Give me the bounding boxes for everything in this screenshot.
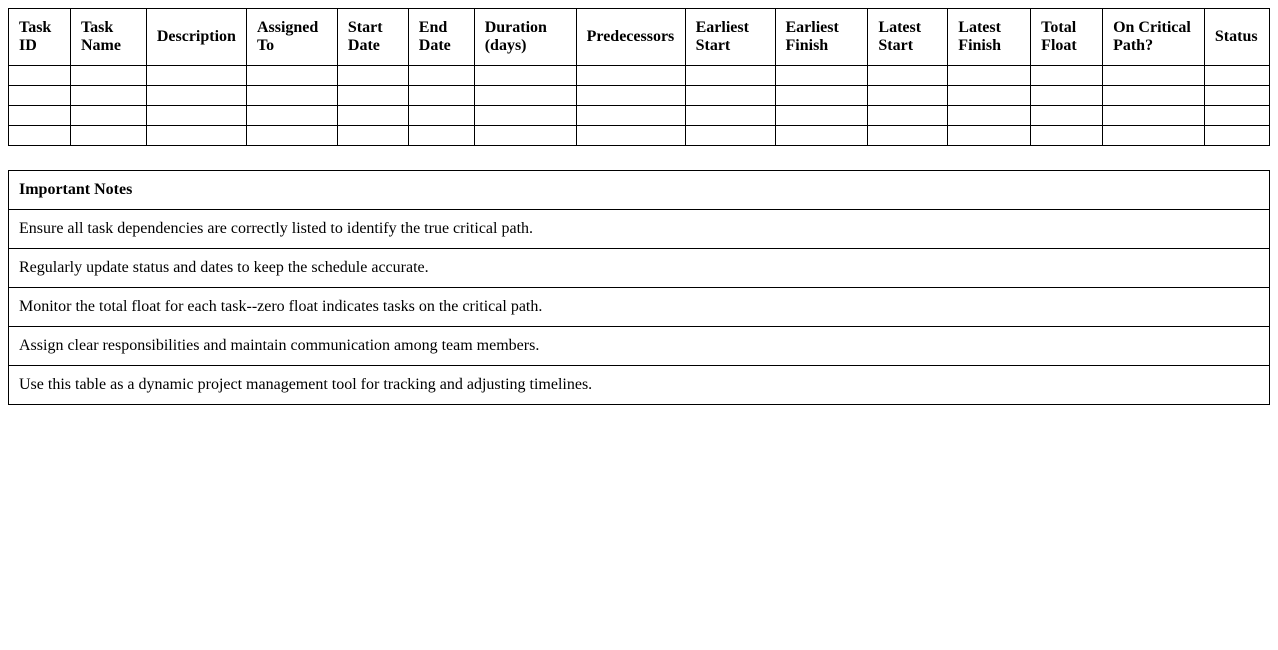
header-status: Status — [1204, 9, 1269, 66]
table-row — [9, 86, 1270, 106]
table-cell — [1204, 66, 1269, 86]
header-earliest-start: Earliest Start — [685, 9, 775, 66]
table-cell — [474, 86, 576, 106]
header-task-name: Task Name — [70, 9, 146, 66]
table-cell — [868, 86, 948, 106]
table-cell — [337, 106, 408, 126]
table-cell — [775, 106, 868, 126]
table-cell — [1204, 126, 1269, 146]
table-cell — [337, 126, 408, 146]
header-earliest-finish: Earliest Finish — [775, 9, 868, 66]
notes-title-row — [9, 171, 1270, 210]
header-description: Description — [146, 9, 246, 66]
table-cell — [146, 106, 246, 126]
table-cell — [9, 126, 71, 146]
table-cell — [1031, 86, 1103, 106]
table-cell — [1103, 126, 1205, 146]
table-cell — [246, 106, 337, 126]
table-cell — [474, 106, 576, 126]
table-cell — [685, 66, 775, 86]
table-cell — [337, 66, 408, 86]
header-end-date: End Date — [408, 9, 474, 66]
header-latest-start: Latest Start — [868, 9, 948, 66]
table-cell — [246, 66, 337, 86]
header-total-float: Total Float — [1031, 9, 1103, 66]
note-row — [9, 366, 1270, 405]
table-cell — [9, 106, 71, 126]
table-cell — [337, 86, 408, 106]
table-cell — [408, 106, 474, 126]
header-on-critical-path: On Critical Path? — [1103, 9, 1205, 66]
page-content — [8, 8, 1270, 405]
table-cell — [70, 86, 146, 106]
table-cell — [408, 86, 474, 106]
table-cell — [1103, 66, 1205, 86]
note-item: Assign clear responsibilities and maintain communication among team members. — [9, 327, 1270, 366]
note-item: Monitor the total float for each task--zero float indicates tasks on the critical path. — [9, 288, 1270, 327]
table-cell — [685, 86, 775, 106]
table-cell — [576, 86, 685, 106]
table-cell — [146, 66, 246, 86]
important-notes-table — [8, 170, 1270, 405]
table-cell — [685, 106, 775, 126]
note-item: Use this table as a dynamic project management tool for tracking and adjusting timelines. — [9, 366, 1270, 405]
table-cell — [1031, 106, 1103, 126]
table-cell — [868, 66, 948, 86]
table-cell — [948, 106, 1031, 126]
table-cell — [408, 66, 474, 86]
table-cell — [775, 86, 868, 106]
table-cell — [948, 66, 1031, 86]
table-cell — [685, 126, 775, 146]
notes-title: Important Notes — [9, 171, 1270, 210]
note-row — [9, 327, 1270, 366]
table-row — [9, 126, 1270, 146]
table-cell — [474, 126, 576, 146]
table-cell — [1031, 66, 1103, 86]
table-cell — [775, 66, 868, 86]
table-row — [9, 106, 1270, 126]
table-cell — [1031, 126, 1103, 146]
table-cell — [948, 86, 1031, 106]
note-row — [9, 288, 1270, 327]
table-cell — [1204, 86, 1269, 106]
table-cell — [1103, 106, 1205, 126]
table-cell — [1103, 86, 1205, 106]
table-cell — [1204, 106, 1269, 126]
table-cell — [408, 126, 474, 146]
table-cell — [246, 126, 337, 146]
header-predecessors: Predecessors — [576, 9, 685, 66]
table-row — [9, 66, 1270, 86]
table-cell — [246, 86, 337, 106]
table-cell — [775, 126, 868, 146]
note-row — [9, 210, 1270, 249]
header-latest-finish: Latest Finish — [948, 9, 1031, 66]
header-assigned-to: Assigned To — [246, 9, 337, 66]
note-row — [9, 249, 1270, 288]
table-cell — [70, 66, 146, 86]
header-task-id: Task ID — [9, 9, 71, 66]
table-cell — [576, 106, 685, 126]
header-duration: Duration (days) — [474, 9, 576, 66]
header-start-date: Start Date — [337, 9, 408, 66]
table-cell — [948, 126, 1031, 146]
table-cell — [146, 126, 246, 146]
note-item: Regularly update status and dates to keep the schedule accurate. — [9, 249, 1270, 288]
table-cell — [576, 66, 685, 86]
schedule-header-row — [9, 9, 1270, 66]
table-cell — [474, 66, 576, 86]
table-cell — [146, 86, 246, 106]
table-cell — [868, 126, 948, 146]
note-item: Ensure all task dependencies are correctly listed to identify the true critical path. — [9, 210, 1270, 249]
table-cell — [576, 126, 685, 146]
table-cell — [70, 126, 146, 146]
table-cell — [70, 106, 146, 126]
table-cell — [9, 66, 71, 86]
project-schedule-table — [8, 8, 1270, 146]
table-cell — [868, 106, 948, 126]
table-cell — [9, 86, 71, 106]
